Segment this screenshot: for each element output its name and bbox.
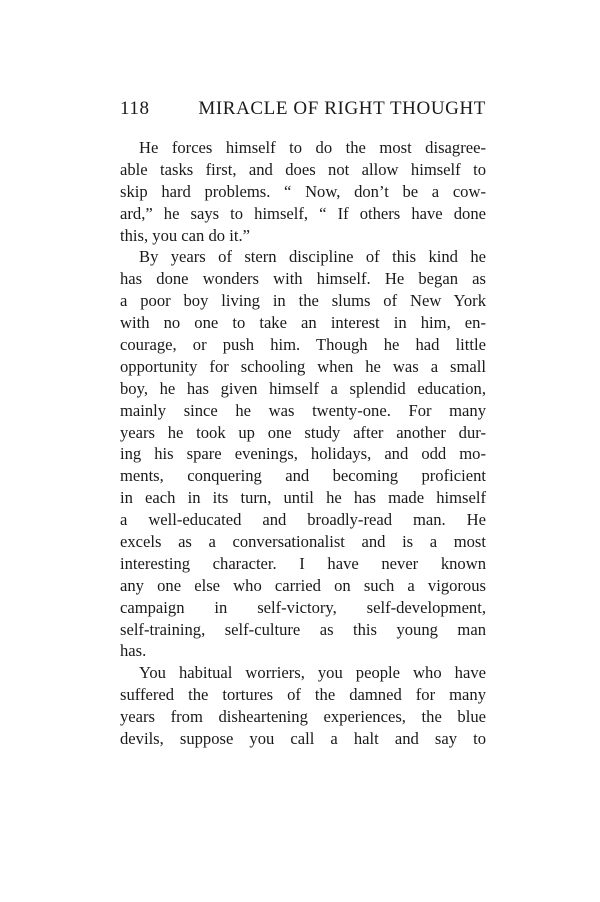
text-line: He forces himself to do the most disagree- bbox=[139, 138, 486, 157]
text-line: years he took up one study after another dur- bbox=[120, 422, 486, 442]
page-body bbox=[120, 137, 486, 750]
text-line: devils, suppose you call a halt and say to bbox=[120, 729, 486, 749]
text-line: suffered the tortures of the damned for many bbox=[120, 685, 486, 705]
text-line: with no one to take an interest in him, en- bbox=[120, 313, 486, 333]
running-title: MIRACLE OF RIGHT THOUGHT bbox=[198, 98, 486, 119]
text-line: boy, he has given himself a splendid education, bbox=[120, 378, 486, 398]
text-line: You habitual worriers, you people who have bbox=[139, 663, 486, 683]
text-line: self-training, self-culture as this young man bbox=[120, 619, 486, 639]
text-line: By years of stern discipline of this kind he bbox=[139, 247, 486, 267]
text-line: this, you can do it.” bbox=[120, 225, 250, 245]
text-line: skip hard problems. “ Now, don’t be a cow- bbox=[120, 181, 486, 201]
text-line: ing his spare evenings, holidays, and odd mo- bbox=[120, 444, 486, 464]
text-line: has. bbox=[120, 641, 147, 661]
text-line: any one else who carried on such a vigorous bbox=[120, 575, 486, 595]
paragraph bbox=[120, 137, 486, 246]
text-line: campaign in self-victory, self-development, bbox=[120, 597, 486, 617]
text-line: opportunity for schooling when he was a small bbox=[120, 356, 486, 376]
text-line: a poor boy living in the slums of New York bbox=[120, 291, 486, 311]
text-line: mainly since he was twenty-one. For many bbox=[120, 400, 486, 420]
text-line: a well-educated and broadly-read man. He bbox=[120, 510, 486, 530]
running-header bbox=[120, 98, 486, 120]
text-line: has done wonders with himself. He began as bbox=[120, 269, 486, 289]
paragraph bbox=[120, 662, 486, 750]
text-line: interesting character. I have never known bbox=[120, 553, 486, 573]
text-line: courage, or push him. Though he had little bbox=[120, 335, 486, 355]
text-line: ments, conquering and becoming proficient bbox=[120, 466, 486, 486]
text-line: able tasks first, and does not allow himself to bbox=[120, 159, 486, 179]
paragraph bbox=[120, 246, 486, 662]
text-line: in each in its turn, until he has made himself bbox=[120, 488, 486, 508]
text-line: years from disheartening experiences, the blue bbox=[120, 707, 486, 727]
page-number: 118 bbox=[120, 98, 150, 119]
text-line: ard,” he says to himself, “ If others have done bbox=[120, 203, 486, 223]
text-line: excels as a conversationalist and is a most bbox=[120, 532, 486, 552]
